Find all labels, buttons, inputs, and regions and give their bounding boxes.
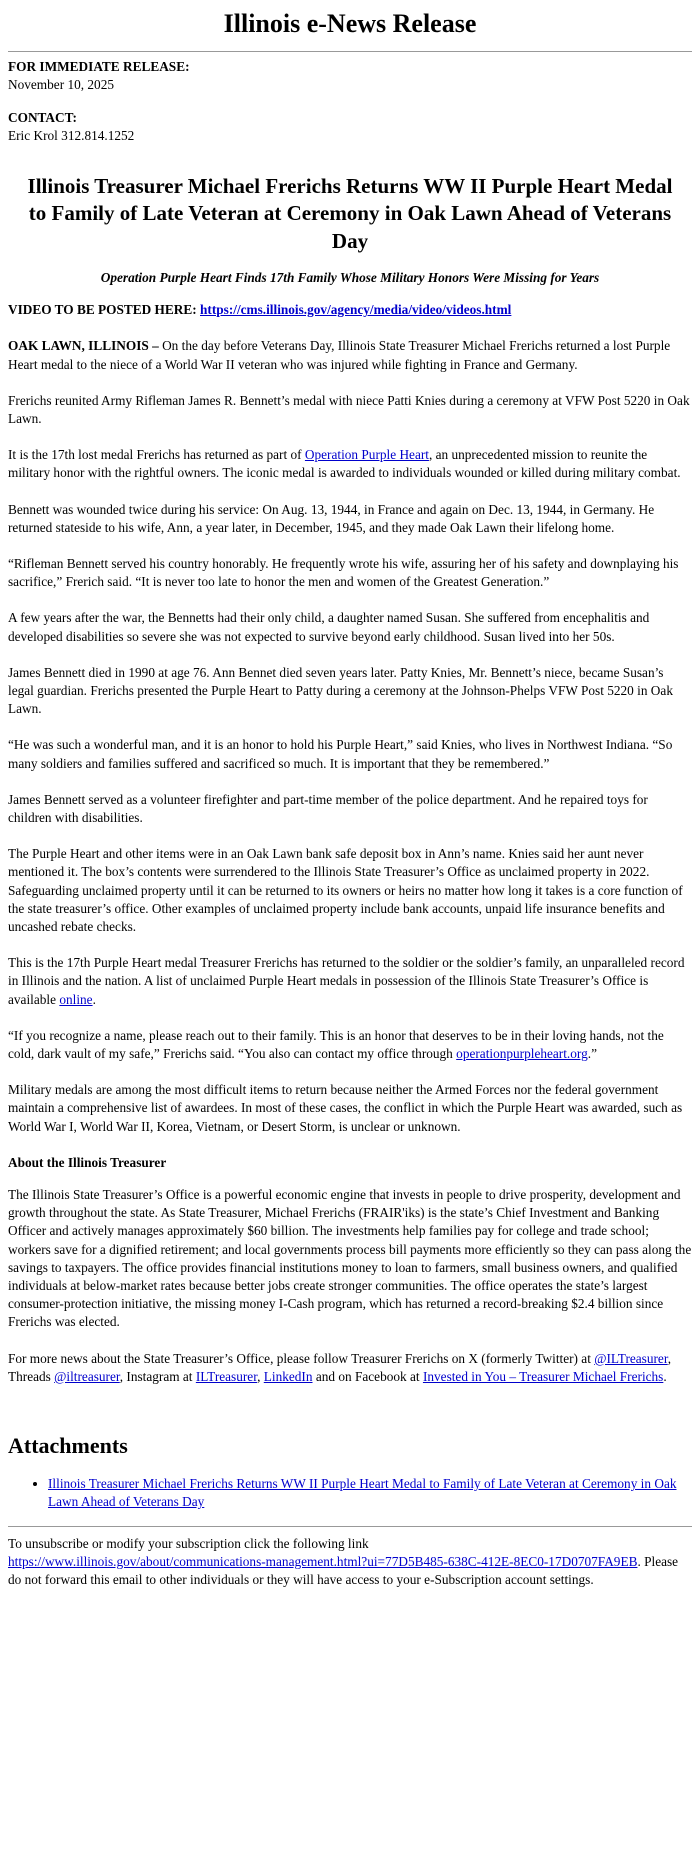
dateline: OAK LAWN, ILLINOIS –	[8, 338, 159, 354]
paragraph-11-text-a: This is the 17th Purple Heart medal Treasurer Frerichs has returned to the soldier or the soldier’s family, an unparalleled record in Illinois and the nation. A list of unclaimed Purple Heart medals in possession of the Illinois State Treasurer’s Office is available	[8, 955, 685, 1007]
paragraph-12	[8, 1027, 692, 1063]
paragraph-4: Bennett was wounded twice during his service: On Aug. 13, 1944, in France and again on Dec. 13, 1944, in Germany. He returned stateside to his wife, Ann, a year later, in December, 1945, and they made Oak Lawn their lifelong home.	[8, 501, 655, 535]
unsubscribe-link[interactable]: https://www.illinois.gov/about/communications-management.html?ui=77D5B485-638C-412E-8EC0-17D0707FA9EB	[8, 1553, 638, 1569]
social-text-5: and on Facebook at	[315, 1368, 420, 1384]
linkedin-link[interactable]: LinkedIn	[263, 1368, 313, 1384]
social-text-3: , Instagram at	[119, 1368, 193, 1384]
paragraph-5: “Rifleman Bennett served his country honorably. He frequently wrote his wife, assuring her of his safety and downplaying his sacrifice,” Frerich said. “It is never too late to honor the men and women of the Greatest Generation.”	[8, 555, 679, 590]
paragraph-6: A few years after the war, the Bennetts had their only child, a daughter named Susan. She suffered from encephalitis and developed disabilities so severe she was not expected to survive beyond early childhood. Susan lived into her 50s.	[8, 610, 650, 644]
masthead-title: Illinois e-News Release	[223, 9, 477, 38]
release-label: FOR IMMEDIATE RELEASE:	[8, 59, 190, 75]
subheadline: Operation Purple Heart Finds 17th Family Whose Military Honors Were Missing for Years	[100, 269, 600, 285]
paragraph-1-text: On the day before Veterans Day, Illinois State Treasurer Michael Frerichs returned a lost Purple Heart medal to the niece of a World War II veteran who was injured while fighting in France and Germany.	[8, 338, 671, 372]
x-link[interactable]: @ILTreasurer	[594, 1350, 668, 1366]
paragraph-3-text-b: , an unprecedented mission to reunite the military honor with the rightful owners. The iconic medal is awarded to individuals wounded or killed during military combat.	[8, 447, 681, 481]
paragraph-1	[8, 337, 692, 373]
social-text-1: For more news about the State Treasurer’s Office, please follow Treasurer Frerichs on X (formerly Twitter) at	[8, 1350, 591, 1366]
social-text-4: ,	[257, 1368, 261, 1384]
headline: Illinois Treasurer Michael Frerichs Returns WW II Purple Heart Medal to Family of Late Veteran at Ceremony in Oak Lawn Ahead of Veterans Day	[27, 174, 673, 253]
attachments-heading: Attachments	[8, 1433, 128, 1459]
contact-label: CONTACT:	[8, 109, 77, 125]
paragraph-8: “He was such a wonderful man, and it is an honor to hold his Purple Heart,” said Knies, who lives in Northwest Indiana. “So many soldiers and families suffered and sacrificed so much. It is important that they be remembered.”	[8, 737, 673, 771]
paragraph-13: Military medals are among the most difficult items to return because neither the Armed Forces nor the federal government maintain a comprehensive list of awardees. In most of these cases, the conflict in which the Purple Heart was awarded, such as World War I, World War II, Korea, Vietnam, or Desert Storm, is unclear or unknown.	[8, 1082, 683, 1134]
attachments-list	[8, 1475, 692, 1511]
video-line	[8, 301, 692, 319]
video-label: VIDEO TO BE POSTED HERE:	[8, 302, 197, 318]
paragraph-2: Frerichs reunited Army Rifleman James R. Bennett’s medal with niece Patti Knies during a ceremony at VFW Post 5220 in Oak Lawn.	[8, 392, 690, 426]
paragraph-11	[8, 954, 692, 1009]
paragraph-11-text-b: .	[92, 991, 96, 1007]
operation-purple-heart-link[interactable]: Operation Purple Heart	[304, 447, 429, 463]
threads-link[interactable]: @iltreasurer	[54, 1368, 120, 1384]
about-heading: About the Illinois Treasurer	[8, 1154, 167, 1170]
operationpurpleheart-link[interactable]: operationpurpleheart.org	[456, 1045, 588, 1061]
facebook-link[interactable]: Invested in You – Treasurer Michael Frerichs	[422, 1368, 664, 1384]
social-paragraph	[8, 1350, 692, 1386]
paragraph-3-text-a: It is the 17th lost medal Frerichs has returned as part of	[8, 447, 302, 463]
top-divider	[8, 51, 692, 52]
paragraph-12-text-b: .”	[587, 1045, 597, 1061]
paragraph-3	[8, 446, 692, 482]
social-text-2: , Threads	[8, 1350, 672, 1384]
attachment-link[interactable]: Illinois Treasurer Michael Frerichs Returns WW II Purple Heart Medal to Family of Late Veteran at Ceremony in Oak Lawn Ahead of Veterans Day	[48, 1476, 677, 1510]
footer-divider	[8, 1526, 692, 1527]
paragraph-12-text-a: “If you recognize a name, please reach out to their family. This is an honor that deserves to be in their loving hands, not the cold, dark vault of my safe,” Frerichs said. “You also can contact my office through	[8, 1027, 664, 1061]
instagram-link[interactable]: ILTreasurer	[195, 1368, 258, 1384]
paragraph-10: The Purple Heart and other items were in an Oak Lawn bank safe deposit box in Ann’s name. Knies said her aunt never mentioned it. The box’s contents were surrendered to the Illinois State Treasurer’s Office as unclaimed property in 2022. Safeguarding unclaimed property until it can be returned to its owners or heirs no matter how long it takes is a core function of the state treasurer’s office. Other examples of unclaimed property include bank accounts, unpaid life insurance benefits and uncashed rebate checks.	[8, 846, 683, 934]
video-link[interactable]: https://cms.illinois.gov/agency/media/video/videos.html	[200, 302, 512, 318]
online-list-link[interactable]: online	[59, 991, 93, 1007]
unsubscribe-paragraph	[8, 1535, 692, 1590]
contact-info	[8, 109, 692, 145]
social-text-6: .	[663, 1368, 667, 1384]
footer	[8, 1535, 692, 1590]
release-info	[8, 58, 692, 94]
contact-value: Eric Krol 312.814.1252	[8, 127, 135, 143]
about-paragraph: The Illinois State Treasurer’s Office is a powerful economic engine that invests in people to drive prosperity, development and growth throughout the state. As State Treasurer, Michael Frerichs (FRAIR'iks) is the state’s Chief Investment and Banking Officer and actively manages approximately $60 billion. The investments help families pay for college and trade school; workers save for a dignified retirement; and local governments process bill payments more efficiently so they can pass along the savings to taxpayers. The office provides financial institutions money to loan to farmers, small business owners, and qualified individuals at below-market rates because better jobs create stronger communities. The office operates the state’s largest consumer-protection initiative, the missing money I-Cash program, which has returned a record-breaking $2.4 billion since Frerichs was elected.	[8, 1187, 692, 1330]
paragraph-9: James Bennett served as a volunteer firefighter and part-time member of the police department. And he repaired toys for children with disabilities.	[8, 791, 648, 825]
unsubscribe-note: . Please do not forward this email to other individuals or they will have access to your e-Subscription account settings.	[8, 1553, 679, 1587]
list-item	[48, 1475, 692, 1511]
release-date: November 10, 2025	[8, 77, 114, 93]
paragraph-7: James Bennett died in 1990 at age 76. Ann Bennet died seven years later. Patty Knies, Mr. Bennett’s niece, became Susan’s legal guardian. Frerichs presented the Purple Heart to Patty during a ceremony at the Johnson-Phelps VFW Post 5220 in Oak Lawn.	[8, 664, 673, 717]
unsubscribe-text: To unsubscribe or modify your subscription click the following link	[8, 1535, 369, 1551]
